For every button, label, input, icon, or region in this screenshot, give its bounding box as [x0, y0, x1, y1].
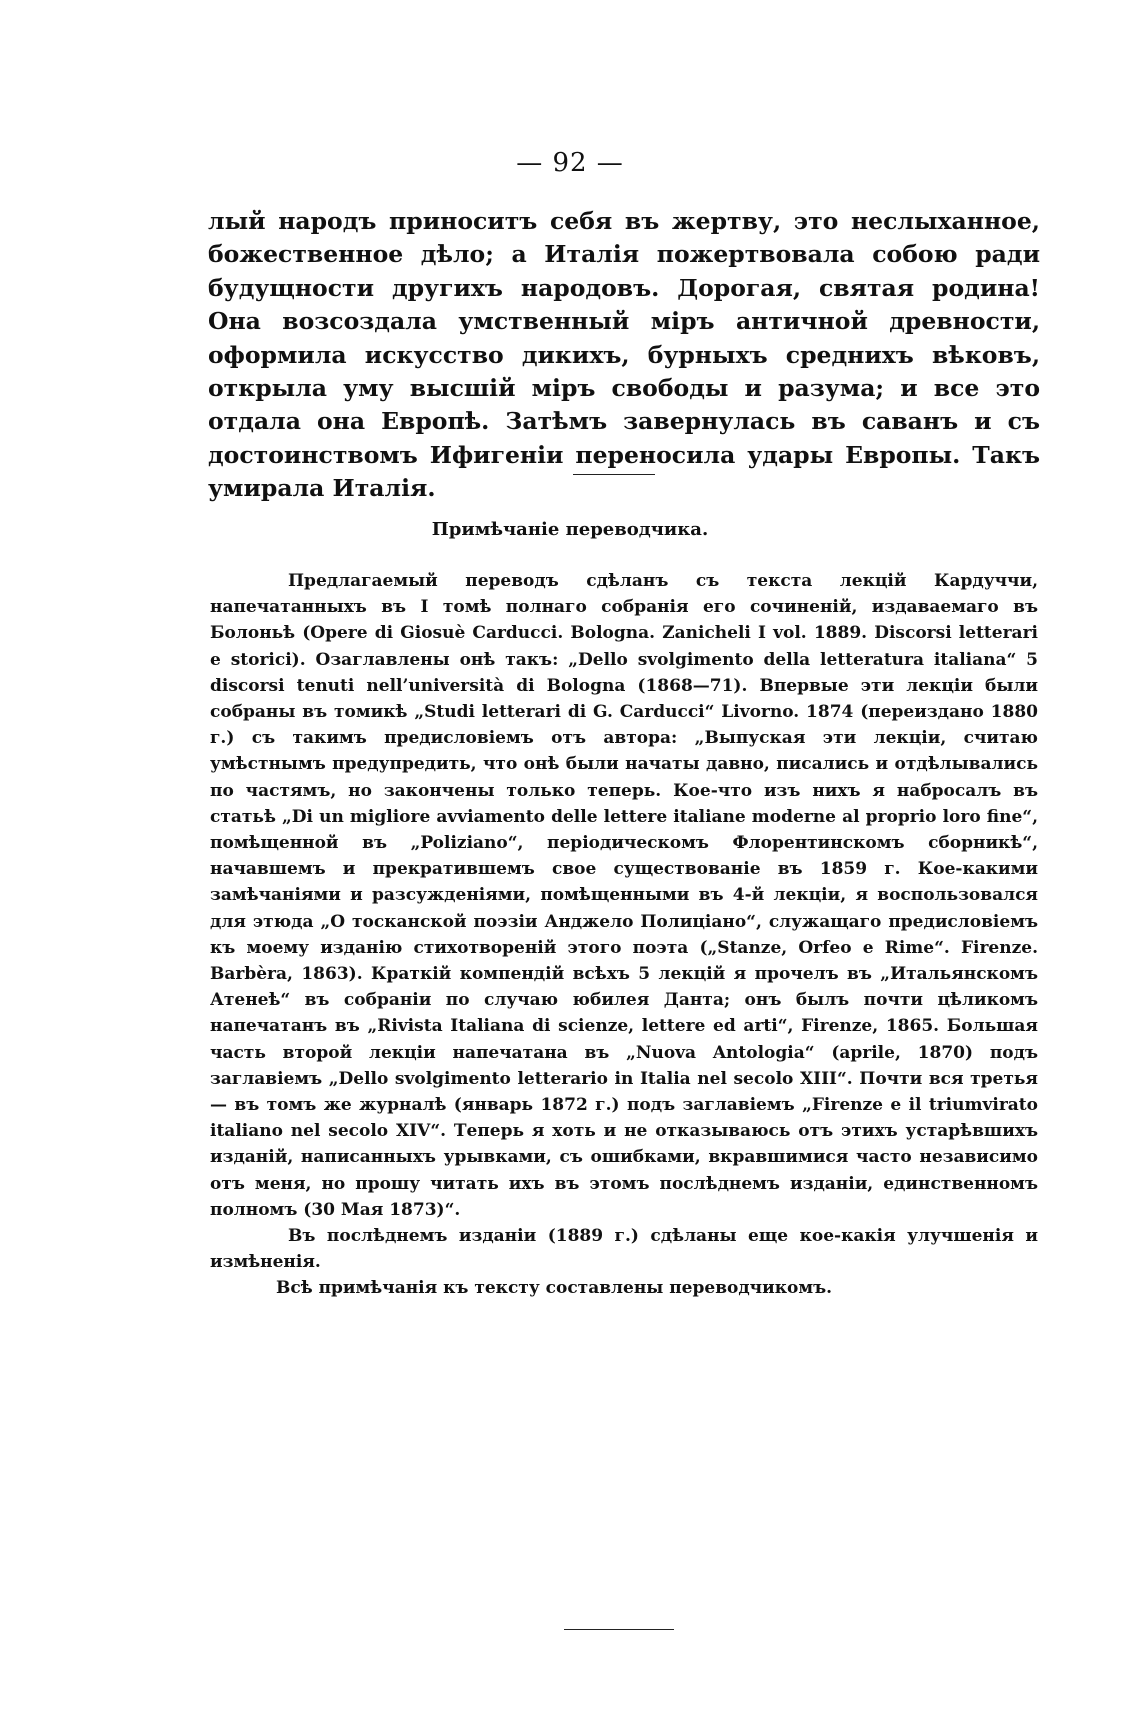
end-rule — [564, 1629, 674, 1630]
main-text: лый народъ приноситъ себя въ жертву, это неслыханное, божественное дѣло; а Италія пожертвовала собою ради будущности другихъ народовъ. Дорогая, святая родина! Она возсоздала умственный міръ античной древности, оформила искусство дикихъ, бурныхъ среднихъ вѣковъ, открыла уму высшій міръ свободы и разума; и все это отдала она Европѣ. Затѣмъ завернулась въ саванъ и съ достоинствомъ Ифигеніи переносила удары Европы. Такъ умирала Италія. — [208, 207, 1040, 503]
translator-note — [210, 568, 1038, 1302]
page-number: — 92 — — [516, 148, 624, 178]
separator-rule — [573, 474, 655, 475]
note-heading: Примѣчаніе переводчика. — [431, 519, 709, 540]
note-paragraph: Предлагаемый переводъ сдѣланъ съ текста лекцій Кардуччи, напечатанныхъ въ I томѣ полнаго собранія его сочиненій, издаваемаго въ Болоньѣ (Opere di Giosuè Carducci. Bologna. Zanicheli I vol. 1889. Discorsi letterari e storici). Озаглавлены онѣ такъ: „Dello svolgimento della letteratura italiana“ 5 discorsi tenuti nell’università di Bologna (1868—71). Впервые эти лекціи были собраны въ томикѣ „Studi letterari di G. Carducci“ Livorno. 1874 (переиздано 1880 г.) съ такимъ предисловіемъ отъ автора: „Выпуская эти лекціи, считаю умѣстнымъ предупредить, что онѣ были начаты давно, писались и отдѣлывались по частямъ, но закончены только теперь. Кое-что изъ нихъ я набросалъ въ статьѣ „Di un migliore avviamento delle lettere italiane moderne al proprio loro fine“, помѣщенной въ „Poliziano“, періодическомъ Флорентинскомъ сборникѣ“, начавшемъ и прекратившемъ свое существованіе въ 1859 г. Кое-какими замѣчаніями и разсужденіями, помѣщенными въ 4-й лекціи, я воспользовался для этюда „О тосканской поэзіи Анджело Полиціано“, служащаго предисловіемъ къ моему изданію стихотвореній этого поэта („Stanze, Orfeo e Rime“. Firenze. Barbèra, 1863). Краткій компендій всѣхъ 5 лекцій я прочелъ въ „Итальянскомъ Атенеѣ“ въ собраніи по случаю юбилея Данта; онъ былъ почти цѣликомъ напечатанъ въ „Rivista Italiana di scienze, lettere ed arti“, Firenze, 1865. Большая часть второй лекціи напечатана въ „Nuova Antologia“ (aprile, 1870) подъ заглавіемъ „Dello svolgimento letterario in Italia nel secolo XIII“. Почти вся третья — въ томъ же журналѣ (январь 1872 г.) подъ заглавіемъ „Firenze e il triumvirato italiano nel secolo XIV“. Теперь я хоть и не отказываюсь отъ этихъ устарѣвшихъ изданій, написанныхъ урывками, съ ошибками, вкравшимися часто независимо отъ меня, но прошу читать ихъ въ этомъ послѣднемъ изданіи, единственномъ полномъ (30 Мая 1873)“. — [210, 571, 1038, 1220]
note-paragraph: Всѣ примѣчанія къ тексту составлены переводчикомъ. — [276, 1278, 833, 1299]
note-paragraph: Въ послѣднемъ изданіи (1889 г.) сдѣланы еще кое-какія улучшенія и измѣненія. — [210, 1226, 1038, 1273]
